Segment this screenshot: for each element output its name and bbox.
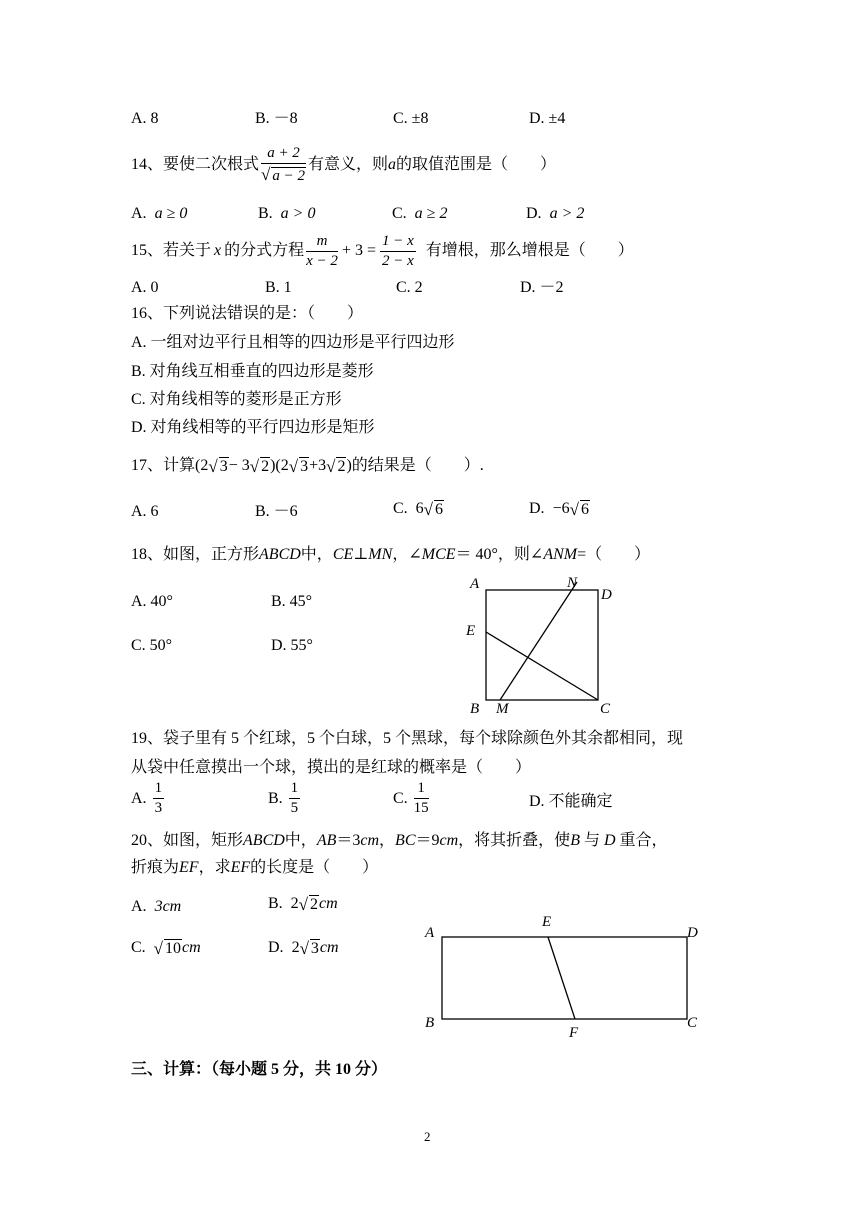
q20-stem-part: 重合，	[615, 832, 668, 849]
q20-stem-part: ，将其折叠，使	[458, 832, 571, 849]
q17-option-d: D. −6 √ 6	[529, 499, 589, 519]
q14-stem-after-pre: 有意义，则	[307, 156, 388, 173]
q18-label-e: E	[466, 623, 476, 639]
q20-option-a	[131, 899, 181, 915]
q18-option-c: C. 50°	[131, 637, 173, 654]
q20-option-b: B. 2 √ 2 cm	[268, 894, 338, 914]
q20-option-d-coef: 2	[291, 939, 300, 957]
q16-stem: 16、下列说法错误的是：（ ）	[131, 305, 364, 322]
q20-stem-part: ，	[379, 832, 396, 849]
q19-option-d: D. 不能确定	[529, 793, 613, 810]
q20-stem-part: 与	[579, 832, 604, 849]
q20-option-d: D. 2 √ 3 cm	[268, 938, 339, 958]
q19-option-c-label: C.	[393, 789, 408, 807]
q20-option-d-radicand: 3	[310, 940, 319, 957]
q14-stem-before: 14、要使二次根式	[131, 156, 260, 173]
q17-option-c-radicand: 6	[435, 501, 444, 518]
q20-option-b-unit: cm	[319, 895, 338, 913]
q17-option-a: A. 6	[131, 503, 159, 520]
q17-stem-after: 的结果是（ ）.	[351, 457, 484, 474]
q20-ab: AB	[316, 832, 337, 849]
q14-frac-numerator: a + 2	[261, 146, 306, 164]
q20-unit: cm	[360, 832, 380, 849]
q18-label-n: N	[567, 575, 578, 591]
q14-frac-denominator: √ a − 2	[261, 164, 305, 184]
q18-stem	[131, 547, 650, 563]
q20-stem-part: 的长度是（ ）	[250, 859, 379, 876]
q20-option-d-unit: cm	[319, 939, 339, 957]
q14-variable: a	[388, 156, 396, 173]
q14-option-d	[526, 206, 584, 222]
q17-option-c-coef: 6	[415, 500, 424, 518]
q15-fraction-1	[306, 234, 338, 269]
q17-expr-part: (2	[195, 457, 209, 474]
q17-expr-part: +3	[309, 457, 327, 474]
q20-unit: cm	[439, 832, 459, 849]
q20-rectangle-abcd	[442, 937, 687, 1019]
q19-option-a-num: 1	[153, 781, 165, 799]
q20-stem-line2	[131, 860, 378, 876]
q19-option-a-label: A.	[131, 789, 147, 807]
q14-option-c-math: a ≥ 2	[414, 205, 448, 222]
q18-option-d: D. 55°	[271, 637, 313, 654]
q18-label-d: D	[601, 587, 612, 603]
q14-option-c	[392, 206, 447, 222]
q20-stem-part: ，求	[198, 859, 231, 876]
q17-radicand-2b: 2	[337, 457, 346, 475]
q18-segment-ec	[486, 632, 598, 700]
q16-option-d: D. 对角线相等的平行四边形是矩形	[131, 419, 375, 436]
q18-option-b: B. 45°	[271, 593, 313, 610]
q18-square-figure	[455, 570, 635, 720]
q20-ef: EF	[230, 859, 251, 876]
q20-option-a-label: A.	[131, 898, 147, 915]
q20-option-b-radicand: 2	[310, 896, 319, 913]
q15-frac1-denominator: x − 2	[306, 252, 338, 269]
q15-stem-before: 15、若关于	[131, 242, 212, 259]
q19-option-a-fraction	[153, 781, 165, 816]
q20-option-a-value: 3cm	[154, 898, 182, 915]
q20-ef: EF	[179, 859, 199, 876]
q20-stem-part: 折痕为	[131, 859, 180, 876]
q15-variable: x	[214, 242, 222, 259]
q16-option-c: C. 对角线相等的菱形是正方形	[131, 391, 342, 408]
q18-stem-part: ＝ 40°，则∠	[455, 546, 544, 563]
q17-radicand-3b: 3	[300, 457, 309, 475]
q19-option-a-den: 3	[154, 800, 163, 816]
q19-option-b-label: B.	[268, 789, 283, 807]
q17-option-d-label: D.	[529, 500, 545, 518]
q20-abcd: ABCD	[243, 832, 285, 849]
q20-label-e: E	[542, 914, 552, 930]
q14-fraction	[261, 146, 306, 185]
q20-label-f: F	[569, 1025, 579, 1041]
q19-option-b-fraction	[289, 781, 301, 816]
q20-option-d-label: D.	[268, 939, 284, 957]
q15-stem-mid: 的分式方程	[224, 242, 305, 259]
q20-label-c: C	[687, 1015, 698, 1031]
q20-stem-line1	[131, 833, 668, 849]
q20-option-c-label: C.	[131, 939, 146, 957]
q14-option-b-label: B.	[258, 205, 273, 222]
q18-label-m: M	[496, 701, 509, 717]
q14-option-b	[258, 206, 315, 222]
q13-option-b: B. －8	[255, 110, 298, 127]
q19-option-c-fraction	[414, 781, 429, 816]
q15-frac2-numerator: 1 − x	[380, 234, 416, 252]
q15-stem	[131, 230, 634, 272]
page-number: 2	[424, 1129, 431, 1144]
q19-stem-line2: 从袋中任意摸出一个球，摸出的是红球的概率是（ ）	[131, 759, 532, 776]
q17-stem: 17、计算 (2 √ 3 − 3 √ 2 )(2 √ 3 +3 √ 2 ) 的结果是（ ）.	[131, 456, 484, 476]
q19-option-c-den: 15	[413, 800, 429, 816]
q15-option-d: D. －2	[520, 279, 564, 296]
q14-option-b-math: a > 0	[280, 205, 316, 222]
q20-option-c: C. √ 10 cm	[131, 938, 201, 958]
q20-d: D	[603, 832, 616, 849]
q19-option-a	[131, 781, 166, 816]
q18-ce-mn: CE⊥MN	[332, 546, 393, 563]
q17-option-d-radicand: 6	[580, 501, 589, 518]
q16-option-b: B. 对角线互相垂直的四边形是菱形	[131, 363, 374, 380]
q20-stem-part: 中，	[284, 832, 317, 849]
q19-option-b-num: 1	[289, 781, 301, 799]
q18-anm: ANM	[543, 546, 578, 563]
q15-option-c: C. 2	[396, 279, 423, 296]
q20-label-d: D	[687, 925, 698, 941]
q20-label-a: A	[425, 925, 435, 941]
q20-option-c-radicand: 10	[165, 940, 182, 957]
q20-fold-line-ef	[548, 937, 575, 1019]
q20-label-b: B	[425, 1015, 435, 1031]
q15-fraction-2	[380, 234, 416, 269]
q14-option-d-label: D.	[526, 205, 542, 222]
q17-option-c-label: C.	[393, 500, 408, 518]
q20-option-b-coef: 2	[290, 895, 299, 913]
q20-option-b-label: B.	[268, 895, 283, 913]
q20-bc-value: ＝9	[415, 832, 440, 849]
q14-option-d-math: a > 2	[549, 205, 585, 222]
q17-expr-part: )(2	[270, 457, 289, 474]
q17-expr-part: )	[346, 457, 352, 474]
q20-b: B	[570, 832, 580, 849]
q14-option-c-label: C.	[392, 205, 407, 222]
q18-segment-nm	[500, 582, 577, 700]
q17-radicand-3a: 3	[219, 457, 228, 475]
q15-option-b: B. 1	[265, 279, 292, 296]
q19-stem-line1: 19、袋子里有 5 个红球，5 个白球，5 个黑球，每个球除颜色外其余都相同，现	[131, 730, 684, 747]
q20-rectangle-figure	[415, 905, 715, 1045]
q19-option-c-num: 1	[414, 781, 429, 799]
q20-stem-part: 20、如图，矩形	[131, 832, 244, 849]
q13-option-d: D. ±4	[529, 110, 566, 127]
q13-option-c: C. ±8	[393, 110, 429, 127]
q15-option-a: A. 0	[131, 279, 159, 296]
q20-bc: BC	[395, 832, 416, 849]
q18-stem-part: 中，	[300, 546, 333, 563]
q15-stem-after: 有增根，那么增根是（ ）	[425, 242, 634, 259]
q18-option-a: A. 40°	[131, 593, 173, 610]
q18-label-a: A	[470, 576, 480, 592]
q18-stem-part: ，∠	[392, 546, 422, 563]
q18-square-abcd	[486, 590, 598, 700]
q19-option-b-den: 5	[290, 800, 299, 816]
q15-frac1-numerator: m	[306, 234, 338, 252]
q19-option-b	[268, 781, 302, 816]
q19-option-c	[393, 781, 431, 816]
q14-stem	[131, 145, 556, 185]
q18-label-b: B	[470, 701, 480, 717]
q14-option-a-math: a ≥ 0	[154, 205, 188, 222]
q15-plus-three: + 3 =	[341, 242, 376, 259]
q18-abcd: ABCD	[259, 546, 301, 563]
q18-stem-part: 18、如图，正方形	[131, 546, 260, 563]
q14-option-a-label: A.	[131, 205, 147, 222]
q15-frac2-denominator: 2 − x	[381, 252, 414, 269]
q17-expr-part: − 3	[228, 457, 250, 474]
q17-stem-before: 17、计算	[131, 457, 196, 474]
q18-stem-part: =（ ）	[577, 546, 651, 563]
q17-option-c: C. 6 √ 6	[393, 499, 444, 519]
q17-radicand-2a: 2	[261, 457, 270, 475]
q14-option-a	[131, 206, 187, 222]
q17-option-b: B. －6	[255, 503, 298, 520]
q14-stem-after-post: 的取值范围是（ ）	[396, 156, 557, 173]
q14-frac-den-radicand: a − 2	[272, 167, 305, 184]
q16-option-a: A. 一组对边平行且相等的四边形是平行四边形	[131, 334, 455, 351]
q17-option-d-coef: −6	[552, 500, 570, 518]
q18-label-c: C	[600, 701, 611, 717]
q20-ab-value: ＝3	[336, 832, 361, 849]
q20-option-c-unit: cm	[182, 939, 201, 957]
section-3-heading: 三、计算：（每小题 5 分，共 10 分）	[131, 1061, 388, 1078]
q18-mce: MCE	[421, 546, 456, 563]
q13-option-a: A. 8	[131, 110, 159, 127]
